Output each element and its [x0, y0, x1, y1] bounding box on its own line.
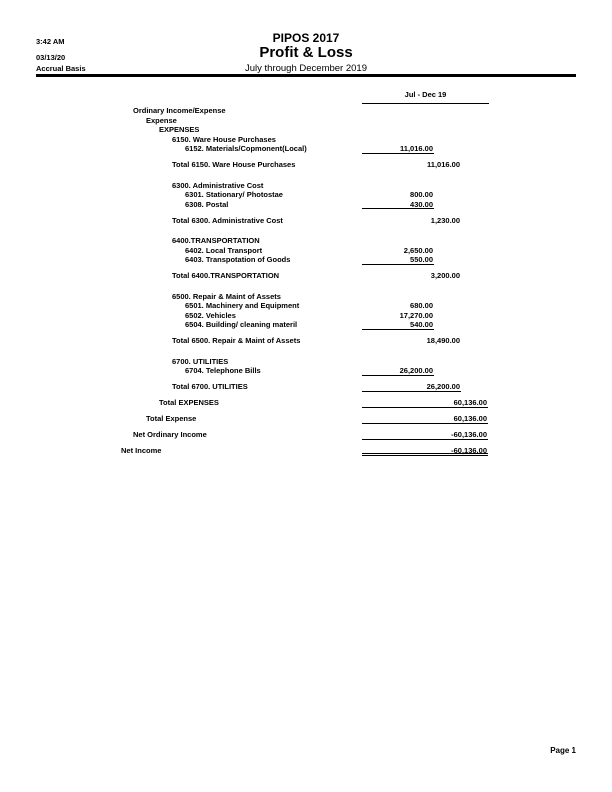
report-row	[36, 414, 576, 424]
row-amount: 3,200.00	[430, 271, 460, 280]
report-row	[36, 116, 576, 126]
row-amount: 11,016.00	[362, 144, 434, 154]
report-title: Profit & Loss	[259, 44, 353, 61]
report-row	[36, 125, 576, 135]
row-label: 6500. Repair & Maint of Assets	[172, 291, 281, 301]
report-row	[36, 200, 576, 210]
report-row	[36, 255, 576, 265]
row-label: EXPENSES	[159, 125, 200, 134]
row-amount: 800.00	[410, 190, 433, 199]
row-label: 6308. Postal	[185, 199, 229, 209]
report-row	[36, 311, 576, 321]
report-row	[36, 382, 576, 392]
row-amount: 26,200.00	[362, 366, 434, 376]
row-amount: 2,650.00	[403, 245, 433, 255]
row-label: Total 6700. UTILITIES	[172, 382, 248, 391]
row-label: Total EXPENSES	[159, 398, 219, 407]
row-label: Net Ordinary Income	[133, 430, 207, 439]
report-date: 03/13/20	[36, 53, 66, 62]
row-label: Net Income	[121, 446, 162, 455]
row-label: 6502. Vehicles	[185, 310, 236, 320]
row-amount: 430.00	[362, 200, 434, 210]
row-label: Expense	[146, 115, 177, 125]
report-row	[36, 357, 576, 367]
row-label: 6403. Transpotation of Goods	[185, 255, 291, 264]
report-row	[36, 246, 576, 256]
report-row	[36, 336, 576, 346]
row-amount: 1,230.00	[430, 215, 460, 225]
row-label: 6501. Machinery and Equipment	[185, 301, 300, 310]
report-row	[36, 144, 576, 154]
row-amount: 540.00	[362, 320, 434, 330]
accounting-basis: Accrual Basis	[36, 64, 86, 73]
row-amount: -60,136.00	[362, 446, 488, 456]
row-label: 6300. Administrative Cost	[172, 180, 264, 190]
row-label: Total 6300. Administrative Cost	[172, 215, 283, 225]
report-rows	[36, 106, 576, 456]
report-row	[36, 320, 576, 330]
row-amount: 550.00	[362, 255, 434, 265]
row-label: 6504. Building/ cleaning materil	[185, 320, 298, 329]
row-label: 6402. Local Transport	[185, 245, 263, 255]
row-label: Ordinary Income/Expense	[133, 106, 226, 115]
report-row	[36, 190, 576, 200]
row-amount: 60,136.00	[362, 398, 488, 408]
report-row	[36, 216, 576, 226]
row-label: 6301. Stationary/ Photostae	[185, 190, 283, 199]
report-row	[36, 398, 576, 408]
report-row	[36, 135, 576, 145]
row-amount: 60,136.00	[362, 414, 488, 424]
report-row	[36, 181, 576, 191]
report-row	[36, 160, 576, 170]
row-label: 6704. Telephone Bills	[185, 366, 261, 375]
row-label: Total Expense	[146, 414, 197, 423]
row-amount: 680.00	[410, 301, 433, 310]
page-number: Page 1	[550, 746, 576, 755]
company-name: PIPOS 2017	[272, 31, 340, 45]
report-period: July through December 2019	[245, 63, 367, 74]
report-row	[36, 430, 576, 440]
report-row	[36, 301, 576, 311]
row-label: Total 6150. Ware House Purchases	[172, 160, 296, 169]
row-amount: 26,200.00	[362, 382, 461, 392]
report-row	[36, 366, 576, 376]
row-amount: 17,270.00	[399, 310, 433, 320]
row-amount: -60,136.00	[362, 430, 488, 440]
report-row	[36, 236, 576, 246]
row-label: 6700. UTILITIES	[172, 356, 229, 366]
row-label: 6150. Ware House Purchases	[172, 134, 276, 144]
row-amount: 11,016.00	[427, 160, 460, 169]
row-amount: 18,490.00	[426, 336, 460, 345]
report-row	[36, 271, 576, 281]
report-time: 3:42 AM	[36, 37, 65, 46]
row-label: 6400.TRANSPORTATION	[172, 236, 260, 245]
report-row	[36, 106, 576, 116]
row-label: 6152. Materials/Copmonent(Local)	[185, 144, 307, 153]
column-header-jul-dec: Jul - Dec 19	[362, 90, 489, 104]
row-label: Total 6400.TRANSPORTATION	[172, 271, 280, 280]
report-row	[36, 292, 576, 302]
row-label: Total 6500. Repair & Maint of Assets	[172, 336, 301, 345]
report-row	[36, 446, 576, 456]
header-divider	[36, 74, 576, 77]
